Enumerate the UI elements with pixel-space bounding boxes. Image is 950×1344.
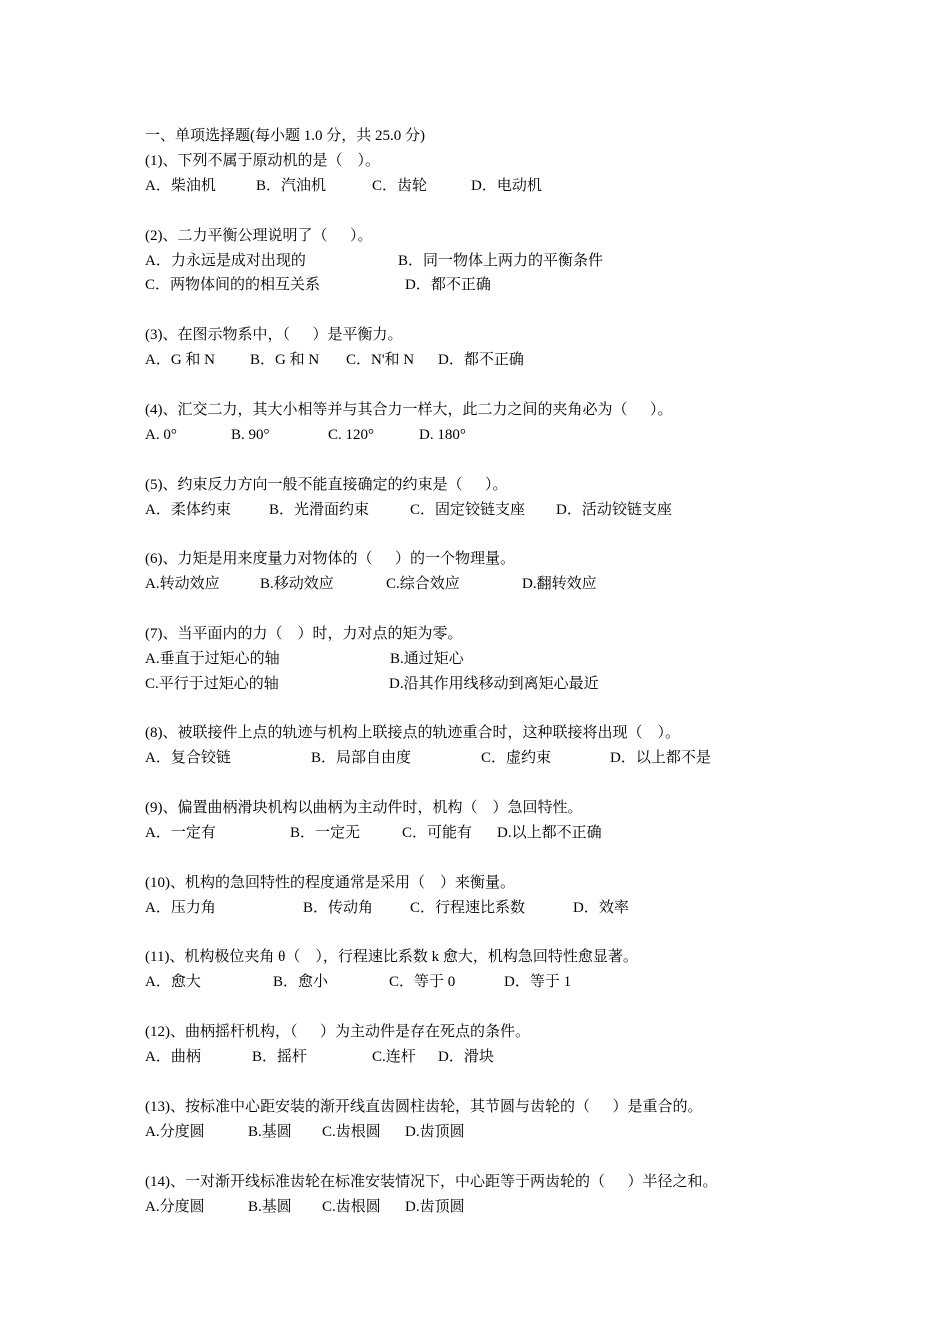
question-14-option-a: A.分度圆: [145, 1199, 205, 1215]
question-10-stem: (10)、机构的急回特性的程度通常是采用（ ）来衡量。: [145, 875, 515, 891]
question-6-option-d: D.翻转效应: [522, 576, 597, 592]
question-11-option-c: C．等于 0: [389, 974, 456, 990]
question-11-stem: (11)、机构极位夹角 θ（ ），行程速比系数 k 愈大，机构急回特性愈显著。: [145, 949, 638, 965]
question-6-stem: (6)、力矩是用来度量力对物体的（ ）的一个物理量。: [145, 551, 515, 567]
question-2-option-c: C．两物体间的的相互关系: [145, 277, 321, 293]
question-14-stem: (14)、一对渐开线标准齿轮在标准安装情况下，中心距等于两齿轮的（ ）半径之和。: [145, 1174, 718, 1190]
question-12-option-c: C.连杆: [372, 1049, 416, 1065]
question-12-option-b: B．摇杆: [252, 1049, 308, 1065]
question-3-option-d: D．都不正确: [438, 352, 524, 368]
question-12-option-a: A．曲柄: [145, 1049, 201, 1065]
question-9-stem: (9)、偏置曲柄滑块机构以曲柄为主动件时，机构（ ）急回特性。: [145, 800, 583, 816]
question-4-option-c: C. 120°: [328, 427, 375, 443]
question-11-option-d: D．等于 1: [504, 974, 572, 990]
question-5-option-d: D．活动铰链支座: [556, 502, 672, 518]
question-6-option-b: B.移动效应: [260, 576, 334, 592]
question-11-option-b: B．愈小: [273, 974, 329, 990]
question-2-stem: (2)、二力平衡公理说明了（ ）。: [145, 228, 373, 244]
question-3-option-a: A．G 和 N: [145, 352, 215, 368]
question-9-option-c: C．可能有: [402, 825, 473, 841]
question-3-option-c: C．N'和 N: [346, 352, 415, 368]
question-14-option-c: C.齿根圆: [322, 1199, 381, 1215]
question-9-option-a: A．一定有: [145, 825, 216, 841]
question-5-option-c: C．固定铰链支座: [410, 502, 526, 518]
question-1-option-a: A．柴油机: [145, 178, 216, 194]
question-11-option-a: A．愈大: [145, 974, 201, 990]
question-5-option-b: B．光滑面约束: [269, 502, 370, 518]
question-2-option-d: D．都不正确: [405, 277, 491, 293]
question-6-option-a: A.转动效应: [145, 576, 220, 592]
question-9-option-b: B．一定无: [290, 825, 361, 841]
question-13-option-a: A.分度圆: [145, 1124, 205, 1140]
question-2-option-a: A．力永远是成对出现的: [145, 253, 306, 269]
question-3-option-b: B．G 和 N: [250, 352, 320, 368]
question-8-option-c: C．虚约束: [481, 750, 552, 766]
question-14-option-d: D.齿顶圆: [405, 1199, 465, 1215]
question-5-stem: (5)、约束反力方向一般不能直接确定的约束是（ ）。: [145, 477, 508, 493]
question-4-option-a: A. 0°: [145, 427, 177, 443]
question-13-option-b: B.基圆: [248, 1124, 292, 1140]
question-3-stem: (3)、在图示物系中，（ ）是平衡力。: [145, 327, 403, 343]
section-title: 一、单项选择题(每小题 1.0 分，共 25.0 分): [145, 128, 425, 144]
question-10-option-a: A．压力角: [145, 900, 216, 916]
question-8-stem: (8)、被联接件上点的轨迹与机构上联接点的轨迹重合时，这种联接将出现（ ）。: [145, 725, 680, 741]
question-9-option-d: D.以上都不正确: [497, 825, 602, 841]
question-1-stem: (1)、下列不属于原动机的是（ ）。: [145, 153, 380, 169]
question-13-option-d: D.齿顶圆: [405, 1124, 465, 1140]
question-6-option-c: C.综合效应: [386, 576, 460, 592]
question-12-stem: (12)、曲柄摇杆机构，（ ）为主动件是存在死点的条件。: [145, 1024, 530, 1040]
question-4-stem: (4)、汇交二力，其大小相等并与其合力一样大，此二力之间的夹角必为（ ）。: [145, 402, 673, 418]
question-7-option-b: B.通过矩心: [390, 651, 464, 667]
question-7-option-c: C.平行于过矩心的轴: [145, 676, 279, 692]
question-4-option-d: D. 180°: [419, 427, 466, 443]
question-8-option-b: B．局部自由度: [311, 750, 412, 766]
question-10-option-b: B．传动角: [303, 900, 374, 916]
question-4-option-b: B. 90°: [231, 427, 270, 443]
question-1-option-c: C．齿轮: [372, 178, 428, 194]
question-12-option-d: D．滑块: [438, 1049, 494, 1065]
question-7-option-d: D.沿其作用线移动到离矩心最近: [389, 676, 599, 692]
question-7-stem: (7)、当平面内的力（ ）时，力对点的矩为零。: [145, 626, 463, 642]
question-2-option-b: B．同一物体上两力的平衡条件: [398, 253, 604, 269]
question-1-option-b: B．汽油机: [256, 178, 327, 194]
question-10-option-d: D．效率: [573, 900, 629, 916]
question-5-option-a: A．柔体约束: [145, 502, 231, 518]
question-8-option-d: D．以上都不是: [610, 750, 711, 766]
question-14-option-b: B.基圆: [248, 1199, 292, 1215]
question-13-option-c: C.齿根圆: [322, 1124, 381, 1140]
question-7-option-a: A.垂直于过矩心的轴: [145, 651, 280, 667]
question-13-stem: (13)、按标准中心距安装的渐开线直齿圆柱齿轮，其节圆与齿轮的（ ）是重合的。: [145, 1099, 703, 1115]
question-8-option-a: A．复合铰链: [145, 750, 231, 766]
question-10-option-c: C．行程速比系数: [410, 900, 526, 916]
question-1-option-d: D．电动机: [471, 178, 542, 194]
